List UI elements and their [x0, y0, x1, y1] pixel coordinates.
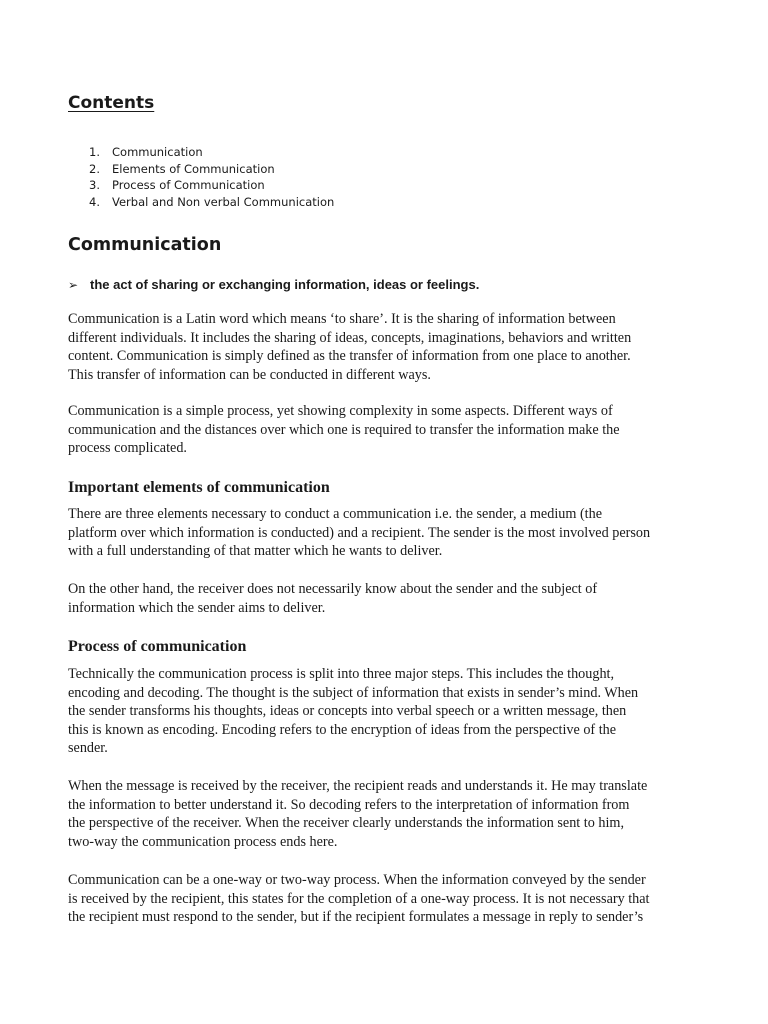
- toc-item-label: Verbal and Non verbal Communication: [112, 194, 335, 209]
- process-paragraph-3: [68, 871, 708, 927]
- communication-paragraph-2: [68, 402, 708, 458]
- toc-item-label: Process of Communication: [112, 178, 265, 192]
- text-line: is received by the recipient, this states for the completion of a one-way process. It is not necessary that: [68, 890, 650, 907]
- text-line: This transfer of information can be conducted in different ways.: [68, 366, 431, 383]
- text-line: Communication is a simple process, yet showing complexity in some aspects. Different ways of: [68, 403, 613, 419]
- process-paragraph-2: [68, 777, 708, 851]
- text-line: When the message is received by the receiver, the recipient reads and understands it. He may translate: [68, 778, 648, 794]
- process-paragraph-1: [68, 665, 708, 758]
- toc-item-number: 1.: [89, 145, 100, 159]
- definition-text: the act of sharing or exchanging information, ideas or feelings.: [90, 277, 480, 292]
- toc-item: [68, 144, 334, 161]
- text-line: communication and the distances over which one is required to transfer the information make the: [68, 421, 620, 438]
- elements-heading: Important elements of communication: [68, 479, 330, 496]
- communication-heading: Communication: [68, 235, 222, 255]
- toc-item-number: 3.: [89, 178, 100, 192]
- text-line: Technically the communication process is split into three major steps. This includes the thought,: [68, 666, 615, 682]
- text-line: There are three elements necessary to conduct a communication i.e. the sender, a medium (the: [68, 506, 602, 522]
- communication-paragraph-1: [68, 310, 708, 384]
- text-line: different individuals. It includes the sharing of ideas, concepts, imaginations, behaviors and written: [68, 329, 632, 346]
- text-line: On the other hand, the receiver does not necessarily know about the sender and the subject of: [68, 581, 598, 597]
- text-line: the perspective of the receiver. When the receiver clearly understands the information sent to him,: [68, 815, 624, 832]
- text-line: information which the sender aims to deliver.: [68, 599, 326, 616]
- toc-item-number: 4.: [89, 194, 100, 209]
- contents-title: Contents: [68, 93, 155, 113]
- text-line: process complicated.: [68, 440, 187, 457]
- toc-item-label: Communication: [112, 145, 203, 159]
- text-line: the information to better understand it. So decoding refers to the interpretation of information from: [68, 796, 630, 813]
- toc-item: [68, 194, 334, 211]
- text-line: the recipient must respond to the sender, but if the recipient formulates a message in reply to sender’s: [68, 909, 644, 926]
- text-line: encoding and decoding. The thought is the subject of information that exists in sender’s mind. When: [68, 684, 639, 701]
- elements-paragraph-2: [68, 580, 708, 617]
- text-line: platform over which information is conducted) and a recipient. The sender is the most involved person: [68, 524, 651, 541]
- table-of-contents: [68, 144, 334, 210]
- elements-paragraph-1: [68, 505, 708, 561]
- text-line: this is known as encoding. Encoding refers to the encryption of ideas from the perspective of the: [68, 721, 617, 738]
- definition-bullet: [68, 277, 479, 292]
- text-line: two-way the communication process ends here.: [68, 833, 338, 850]
- toc-item-number: 2.: [89, 161, 100, 176]
- text-line: sender.: [68, 740, 108, 757]
- toc-item-label: Elements of Communication: [112, 161, 275, 176]
- arrow-bullet-icon: ➢: [68, 278, 79, 292]
- process-heading: Process of communication: [68, 638, 247, 655]
- toc-item: [68, 177, 334, 194]
- text-line: Communication can be a one-way or two-way process. When the information conveyed by the sender: [68, 872, 646, 888]
- text-line: content. Communication is simply defined as the transfer of information from one place to another.: [68, 348, 631, 365]
- toc-item: [68, 161, 334, 178]
- text-line: Communication is a Latin word which means ‘to share’. It is the sharing of information between: [68, 311, 616, 327]
- text-line: the sender transforms his thoughts, ideas or concepts into verbal speech or a written message, then: [68, 703, 627, 720]
- text-line: with a full understanding of that matter which he wants to deliver.: [68, 543, 443, 560]
